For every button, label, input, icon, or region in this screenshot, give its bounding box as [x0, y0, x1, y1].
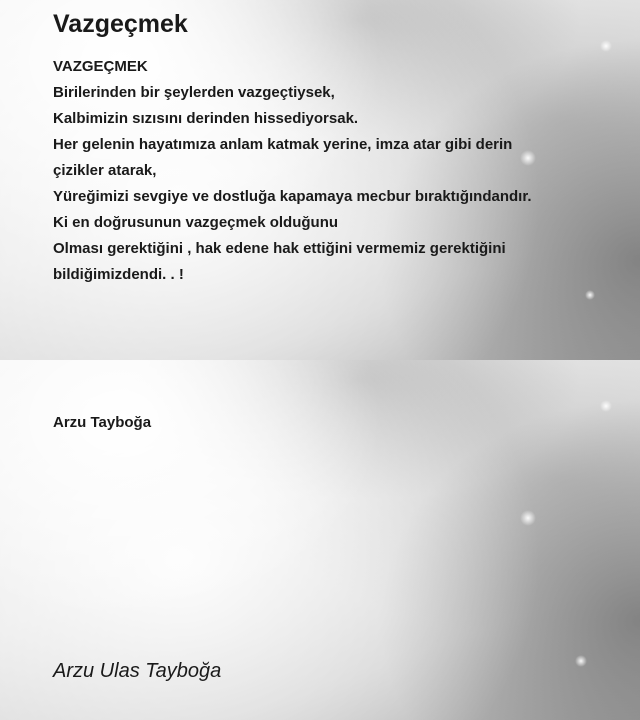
poem-line: Yüreğimizi sevgiye ve dostluğa kapamaya mecbur bıraktığındandır.: [53, 188, 532, 205]
sparkle-decoration: [575, 655, 587, 667]
author-name: Arzu Tayboğa: [53, 414, 152, 431]
author-signature: Arzu Ulas Tayboğa: [53, 660, 222, 682]
poem-line: Her gelenin hayatımıza anlam katmak yerine, imza atar gibi derin çizikler atarak,: [53, 136, 513, 179]
poem-line: Ki en doğrusunun vazgeçmek olduğunu: [53, 214, 339, 231]
author-card: [0, 360, 640, 720]
sparkle-decoration: [600, 40, 612, 52]
poem-body: [53, 54, 593, 288]
sparkle-decoration: [585, 290, 595, 300]
sparkle-decoration: [600, 400, 612, 412]
poem-line: VAZGEÇMEK: [53, 58, 148, 75]
poem-line: Olması gerektiğini , hak edene hak ettiğini vermemiz gerektiğini bildiğimizdendi. . !: [53, 240, 506, 283]
sparkle-decoration: [520, 510, 536, 526]
poem-line: Kalbimizin sızısını derinden hissediyorsak.: [53, 110, 359, 127]
poem-title: Vazgeçmek: [53, 10, 188, 38]
poem-line: Birilerinden bir şeylerden vazgeçtiysek,: [53, 84, 335, 101]
